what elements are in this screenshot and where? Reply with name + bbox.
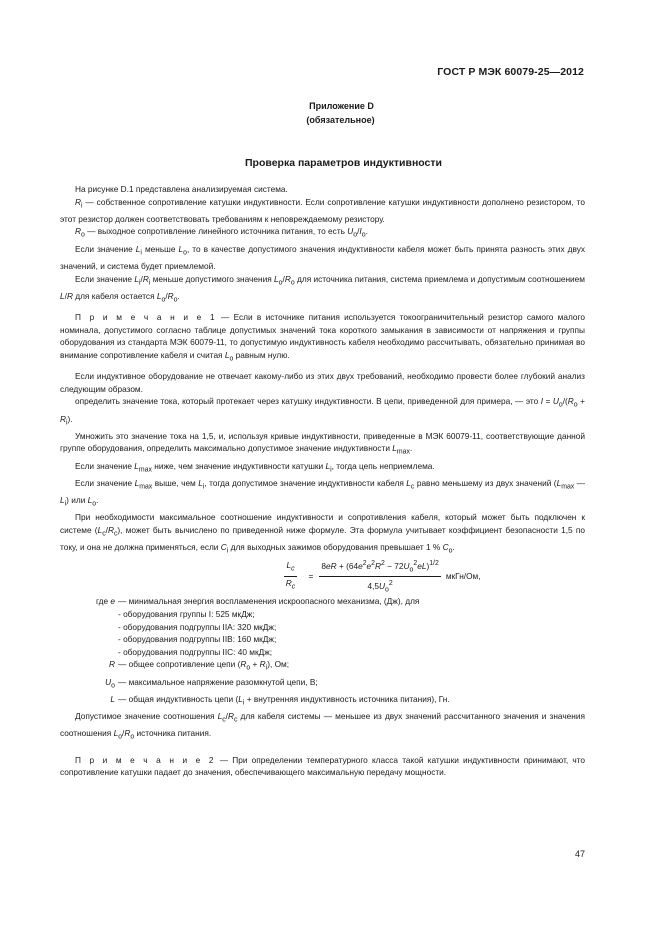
body-text: [60, 183, 585, 779]
list-item: - оборудования подгруппы IIC: 40 мкДж;: [118, 646, 273, 657]
where-U: $U_o$ — максимальное напряжение разомкнутой цепи, В;: [105, 676, 318, 690]
section-title: Проверка параметров индуктивности: [245, 157, 442, 169]
formula-rhs: $\frac{8eR + (64e^2e^2R^2 - 72U_o^2eL)^{1/2}}{4,5U_o^2}$: [321, 559, 439, 594]
paragraph: Если индуктивное оборудование не отвечает какому-либо из этих двух требований, необходимо провести более глубокий анализ следующим образом.: [60, 371, 585, 394]
paragraph: Умножить это значение тока на 1,5, и, используя кривые индуктивности, приведенные в МЭК 60079-11, соответствующие данной группе оборудования, определить максимально допустимое значение индуктивности $L_{max}$.: [60, 430, 585, 456]
standard-header: ГОСТ Р МЭК 60079-25—2012: [437, 66, 584, 78]
appendix-title: Приложение D: [309, 101, 374, 111]
where-R: R — общее сопротивление цепи $(R_o + R_i)$, Ом;: [109, 659, 290, 673]
paragraph: Если значение $L_i$ меньше $L_o$, то в качестве допустимого значения индуктивности кабеля может быть принята разность этих двух значений, и система будет приемлемой.: [60, 243, 585, 271]
paragraph: $R_i$ — собственное сопротивление катушки индуктивности. Если сопротивление катушки индуктивности дополнено резистором, то этот резистор должен соответствовать требованиям к неповреждаемому резистору.: [60, 196, 585, 224]
where-e: где e — минимальная энергия воспламенения искроопасного механизма, (Дж), для: [95, 596, 420, 607]
note-2: П р и м е ч а н и е 2 — При определении температурного класса такой катушки индуктивности принимают, что сопротивление катушки падает до значения, обеспечивающего максимальную передачу мощности.: [60, 754, 585, 778]
appendix-heading: [0, 99, 661, 127]
appendix-subtitle: (обязательное): [306, 115, 375, 125]
paragraph: При необходимости максимальное соотношение индуктивности и сопротивления кабеля, который может быть подключен к системе $(L_c/R_c)$, может быть вычислено по приведенной ниже формуле. Эта формула учитывает коэффициент безопасности 1,5 по току, и она не должна применяться, если $C_i$ для выходных зажимов оборудования превышает 1 % $C_o$.: [60, 512, 585, 555]
formula-lhs: $\frac{L_c}{R_c}$: [285, 560, 296, 591]
paragraph: Если значение $L_{max}$ ниже, чем значение индуктивности катушки $L_i$, тогда цепь неприемлема.: [75, 460, 435, 474]
list-item: - оборудования подгруппы IIB: 160 мкДж;: [118, 634, 277, 645]
paragraph: определить значение тока, который протекает через катушку индуктивности. В цепи, приведенной для примера, — это $I = U_o/(R_o + R_i)$.: [60, 396, 585, 427]
paragraph: На рисунке D.1 представлена анализируемая система.: [75, 184, 288, 194]
paragraph: $R_o$ — выходное сопротивление линейного источника питания, то есть $U_o/I_o$.: [75, 226, 368, 240]
formula-unit: мкГн/Ом,: [445, 571, 481, 582]
inductance-ratio-formula: $\frac{L_c}{R_c}$ = $\frac{8eR + (64e^2e^2R^2 - 72U_o^2eL)^{1/2}}{4,5U_o^2}$ мкГн/Ом,: [285, 559, 481, 594]
list-item: - оборудования подгруппы IIA: 320 мкДж;: [118, 621, 277, 632]
paragraph: Если значение $L_i/R_i$ меньше допустимого значения $L_o/R_o$ для источника питания, система приемлема и допустимым соотношением L/R для кабеля остается $L_o/R_o$.: [60, 273, 585, 304]
list-item: - оборудования группы I: 525 мкДж;: [118, 609, 255, 620]
paragraph: Допустимое значение соотношения $L_c/R_c$ для кабеля системы — меньшее из двух значений рассчитанного значения и значения соотношения $L_o/R_o$ источника питания.: [60, 711, 586, 742]
where-L: L — общая индуктивность цепи ($L_i$ + внутренняя индуктивность источника питания), Гн.: [110, 693, 450, 707]
where-block: [60, 595, 585, 710]
page-number: 47: [574, 849, 585, 859]
where-list: [118, 608, 585, 658]
paragraph: Если значение $L_{max}$ выше, чем $L_i$, тогда допустимое значение индуктивности кабеля $L_c$ равно меньшему из двух значений ($L_{max}$ — $L_i$) или $L_o$.: [60, 477, 586, 508]
note-1: П р и м е ч а н и е 1 — Если в источнике питания используется токоограничительный резистор самого малого номинала, допустимого согласно таблице допустимых значений тока короткого замыкания в зависимости от напряжения и группы оборудования из стандарта МЭК 60079-11, то допустимую индуктивность кабеля необходимо рассчитывать, обязательно принимая во внимание сопротивление кабеля и считая $L_o$ равным нулю.: [60, 312, 585, 363]
